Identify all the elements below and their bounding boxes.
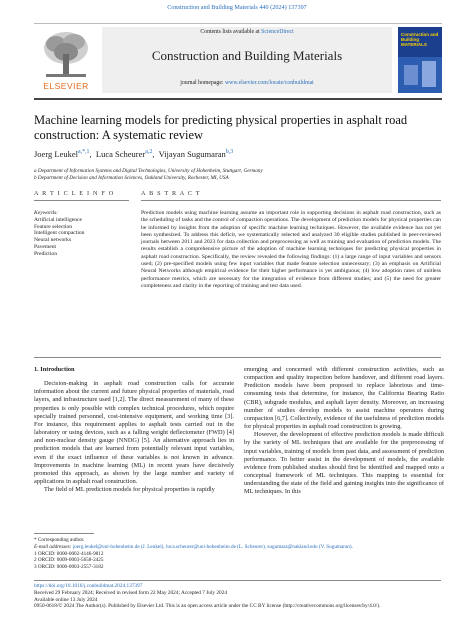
footnotes: [34, 537, 454, 571]
body-column-right: [244, 366, 444, 497]
journal-cover-image: [398, 27, 442, 93]
paragraph: The field of ML prediction models for physical properties is rapidly: [44, 486, 215, 494]
author-superscript[interactable]: a,*,1: [77, 149, 90, 156]
orcid-note: 1 ORCID: 0000-0002-4146-9812: [34, 550, 104, 557]
paragraph: Decision-making in asphalt road construction calls for accurate information about the current and future physical properties of materials, road layers, and infrastructure used [1,2]. The direct measurement of many of these properties is only possible with complex technical procedures, which require specially trained personnel, cost-intensive equipment, and working time [3]. For instance, this requirement applies to asphalt tests carried out in the laboratory or using devices, such as a falling weight deflectometer (FWD) [4] and non-nuclear density gauge (NNDG) [5]. An alternative approach lies in prediction models that are learned from potentially relevant input variables, even if the exact influence of these variables is not known in advance. Improvements in machine learning (ML) in recent years have decisively promoted this approach, as shown by the large number and variety of applications in asphalt road construction.: [34, 380, 234, 486]
abstract-bottom-rule: [34, 357, 441, 358]
author-name: Luca Scheurer: [95, 149, 146, 159]
keywords-block: [34, 210, 129, 258]
journal-banner: [102, 27, 392, 93]
doi-link[interactable]: https://doi.org/10.1016/j.conbuildmat.2024.137397: [34, 583, 143, 589]
received-dates: Received 29 February 2024; Received in revised form 22 May 2024; Accepted 7 July 2024: [34, 589, 227, 596]
corresponding-author-note: * Corresponding author.: [34, 537, 85, 543]
keyword: Pavement: [34, 243, 57, 250]
orcid-note: 2 ORCID: 0009-0003-5658-2425: [34, 557, 104, 564]
cover-graphic: [398, 57, 442, 93]
abstract-heading: A B S T R A C T: [141, 190, 201, 197]
keyword: Feature selection: [34, 223, 73, 230]
article-info-rule: [34, 200, 129, 201]
body-column-left: [34, 366, 234, 494]
orcid-note: 3 ORCID: 0000-0003-2557-3182: [34, 564, 104, 571]
keyword: Prediction: [34, 250, 57, 257]
article-title: Machine learning models for predicting physical properties in asphalt road construction: A systematic review: [34, 113, 408, 142]
cover-title: Construction and Building MATERIALS: [401, 32, 439, 47]
journal-title: Construction and Building Materials: [151, 48, 343, 63]
contents-line: Contents lists available at ScienceDirect: [200, 29, 294, 35]
keyword: Neural networks: [34, 237, 72, 244]
paragraph: However, the development of effective prediction models is made difficult by the variety of ML techniques that are available for the preprocessing of input variables, training of models from past data, and assessment of prediction performance. To better assist in the development of models, the available evidence from published studies should first be identified and mapped onto a conceptual framework of ML techniques. This mapping is essential for understanding the state of the field and gaining insights into the significance of ML techniques. In this: [244, 431, 444, 496]
email-addresses[interactable]: joerg.leukel@uni-hohenheim.de (J. Leukel), luca.scheurer@uni-hohenheim.de (L. Scheurer), sugumara@oakland.edu (V. Sugumaran).: [72, 543, 353, 550]
author-name: Joerg Leukel: [34, 149, 78, 159]
author-list: Joerg Leukel$^{a,*,1}$, Luca Scheurer$^{a,2}$, Vijayan Sugumaran$^{b,3}$: [34, 149, 234, 159]
sciencedirect-link[interactable]: ScienceDirect: [261, 29, 294, 35]
section-heading-introduction: 1. Introduction: [34, 366, 75, 373]
bottom-rule: [34, 580, 441, 581]
abstract-rule: [141, 200, 441, 201]
paragraph: emerging and concerned with different construction activities, such as compaction and quality inspection before handover, and different road layers. Prediction models have been proposed to replace laborious and time-consuming tests that determine, for instance, the California Bearing Ratio (CBR), subgrade modulus, and asphalt layer density. Moreover, an increasing number of studies develop models to assist machine operators during compaction [6,7]. Collectively, evidence of the usefulness of prediction models for physical properties in asphalt road construction is growing.: [244, 366, 444, 431]
article-info-heading: A R T I C L E I N F O: [34, 190, 115, 197]
footnote-rule: [34, 533, 94, 534]
email-line: E-mail addresses: joerg.leukel@uni-hohenheim.de (J. Leukel), luca.scheurer@uni-hohenheim.de (L. Scheurer), sugumara@oakland.edu (V. Sugumaran).: [34, 543, 353, 550]
available-online: Available online 13 July 2024: [34, 596, 98, 603]
homepage-line: journal homepage: www.elsevier.com/locate/conbuildmat: [180, 80, 314, 86]
keywords-label: Keywords:: [34, 210, 59, 216]
journal-header: [34, 23, 442, 100]
homepage-link[interactable]: www.elsevier.com/locate/conbuildmat: [224, 80, 314, 86]
author-name: Vijayan Sugumaran: [158, 149, 226, 159]
journal-citation-header[interactable]: Construction and Building Materials 440 (2024) 137397: [167, 4, 307, 11]
publisher-wordmark: ELSEVIER: [43, 81, 89, 91]
abstract-text: Prediction models using machine learning assume an important role in supporting decisions in asphalt road construction, such as the scheduling of tasks and the control of compaction operations. The development of prediction models for physical properties can be informed by insights from the adoption of specific machine learning techniques. However, the available evidence has not yet been synthesized. To address this deficit, we systematically selected and analyzed 30 eligible studies published in peer-reviewed journals between 2011 and 2023 for data collection and preprocessing as well as training and evaluation of prediction models. The results establish a comprehensive picture of the adoption of machine learning techniques for predicting physical properties in asphalt road construction. Specifically, the review revealed the following findings: (1) a large range of input variables and sensors used; (2) pre-specified models using few input variables that made feature selection unnecessary; (3) an emphasis on Artificial Neural Networks although empirical evidence for their higher performance is yet ambiguous; (4) low adoption rates of unitless performance metrics, which are necessary for the integration of evidence from different studies; and (5) the need for greater completeness and clarity in the reporting of training and test data used.: [141, 210, 441, 289]
author-superscript[interactable]: b,3: [225, 149, 234, 156]
keyword: Artificial intelligence: [34, 216, 82, 223]
keyword: Intelligent compaction: [34, 230, 85, 237]
publication-info: [34, 583, 454, 610]
affiliation-b: b Department of Decision and Information Sciences, Oakland University, Rochester, MI, USA: [34, 175, 229, 181]
affiliations: [34, 168, 454, 182]
copyright-line: 0950-0618/© 2024 The Author(s). Published by Elsevier Ltd. This is an open access article under the CC BY license (http://creativecommons.org/licenses/by/4.0/).: [34, 603, 381, 610]
affiliation-a: a Department of Information Systems and Digital Technologies, University of Hohenheim, Stuttgart, Germany: [34, 168, 263, 174]
author-superscript[interactable]: a,2: [145, 149, 153, 156]
